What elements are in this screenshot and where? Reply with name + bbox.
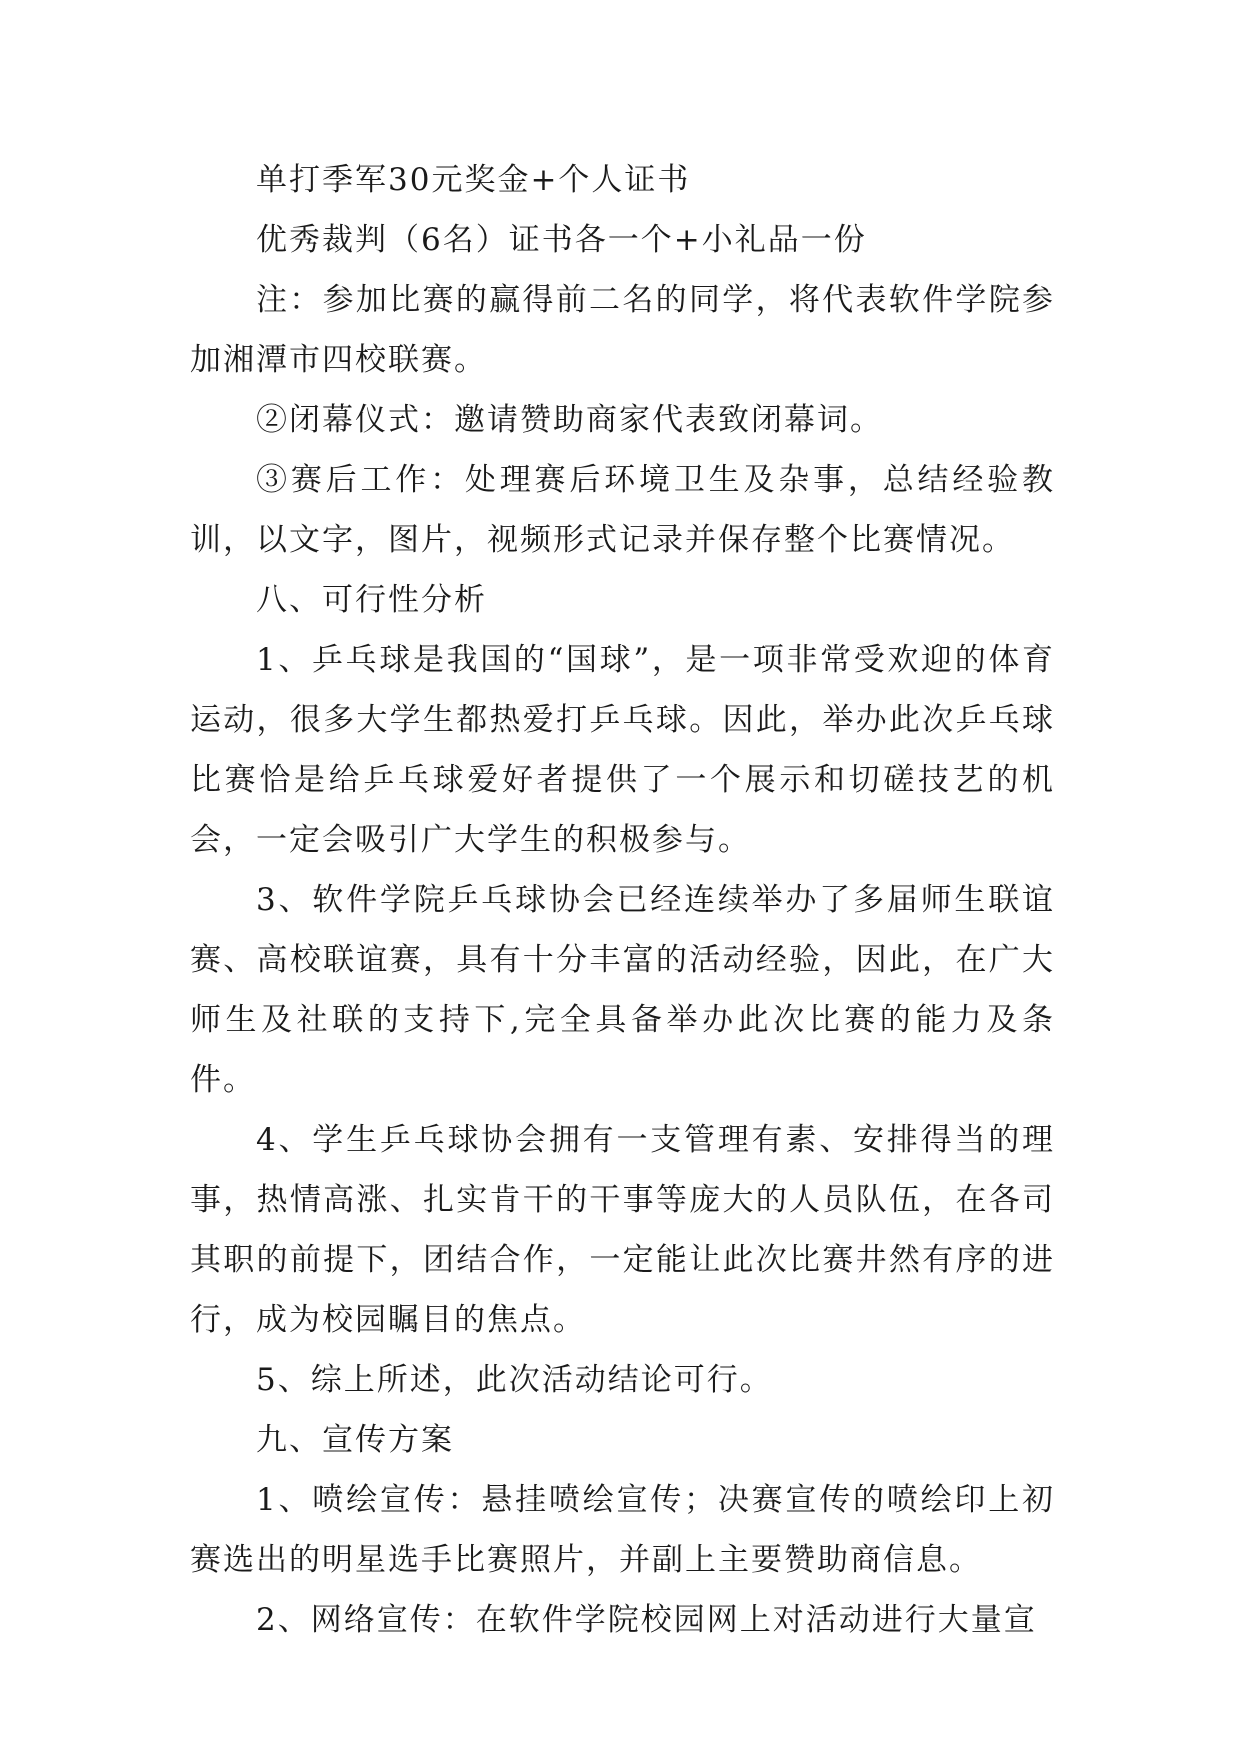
paragraph-prize-third: 单打季军30元奖金+个人证书 xyxy=(256,162,691,198)
paragraph-prize-referee: 优秀裁判（6名）证书各一个+小礼品一份 xyxy=(256,222,867,258)
paragraph-feasibility-1: 1、乒乓球是我国的“国球”，是一项非常受欢迎的体育运动，很多大学生都热爱打乒乓球。因此，举办此次乒乓球比赛恰是给乒乓球爱好者提供了一个展示和切磋技艺的机会，一定会吸引广大学生的积极参与。 xyxy=(190,642,1055,858)
section-heading-feasibility: 八、可行性分析 xyxy=(256,582,487,618)
section-heading-publicity: 九、宣传方案 xyxy=(256,1422,454,1458)
document-body xyxy=(190,150,1055,1650)
paragraph-post-match: ③赛后工作：处理赛后环境卫生及杂事，总结经验教训，以文字，图片，视频形式记录并保存整个比赛情况。 xyxy=(190,462,1055,558)
paragraph-note: 注：参加比赛的赢得前二名的同学，将代表软件学院参加湘潭市四校联赛。 xyxy=(190,282,1055,378)
paragraph-feasibility-5: 5、综上所述，此次活动结论可行。 xyxy=(256,1362,773,1398)
paragraph-publicity-1: 1、喷绘宣传：悬挂喷绘宣传；决赛宣传的喷绘印上初赛选出的明星选手比赛照片，并副上主要赞助商信息。 xyxy=(190,1482,1055,1578)
paragraph-closing-ceremony: ②闭幕仪式：邀请赞助商家代表致闭幕词。 xyxy=(256,402,883,438)
paragraph-publicity-2: 2、网络宣传：在软件学院校园网上对活动进行大量宣 xyxy=(256,1602,1037,1638)
paragraph-feasibility-3: 3、软件学院乒乓球协会已经连续举办了多届师生联谊赛、高校联谊赛，具有十分丰富的活动经验，因此，在广大师生及社联的支持下,完全具备举办此次比赛的能力及条件。 xyxy=(190,882,1055,1098)
paragraph-feasibility-4: 4、学生乒乓球协会拥有一支管理有素、安排得当的理事，热情高涨、扎实肯干的干事等庞大的人员队伍，在各司其职的前提下，团结合作，一定能让此次比赛井然有序的进行，成为校园瞩目的焦点。 xyxy=(190,1122,1055,1338)
